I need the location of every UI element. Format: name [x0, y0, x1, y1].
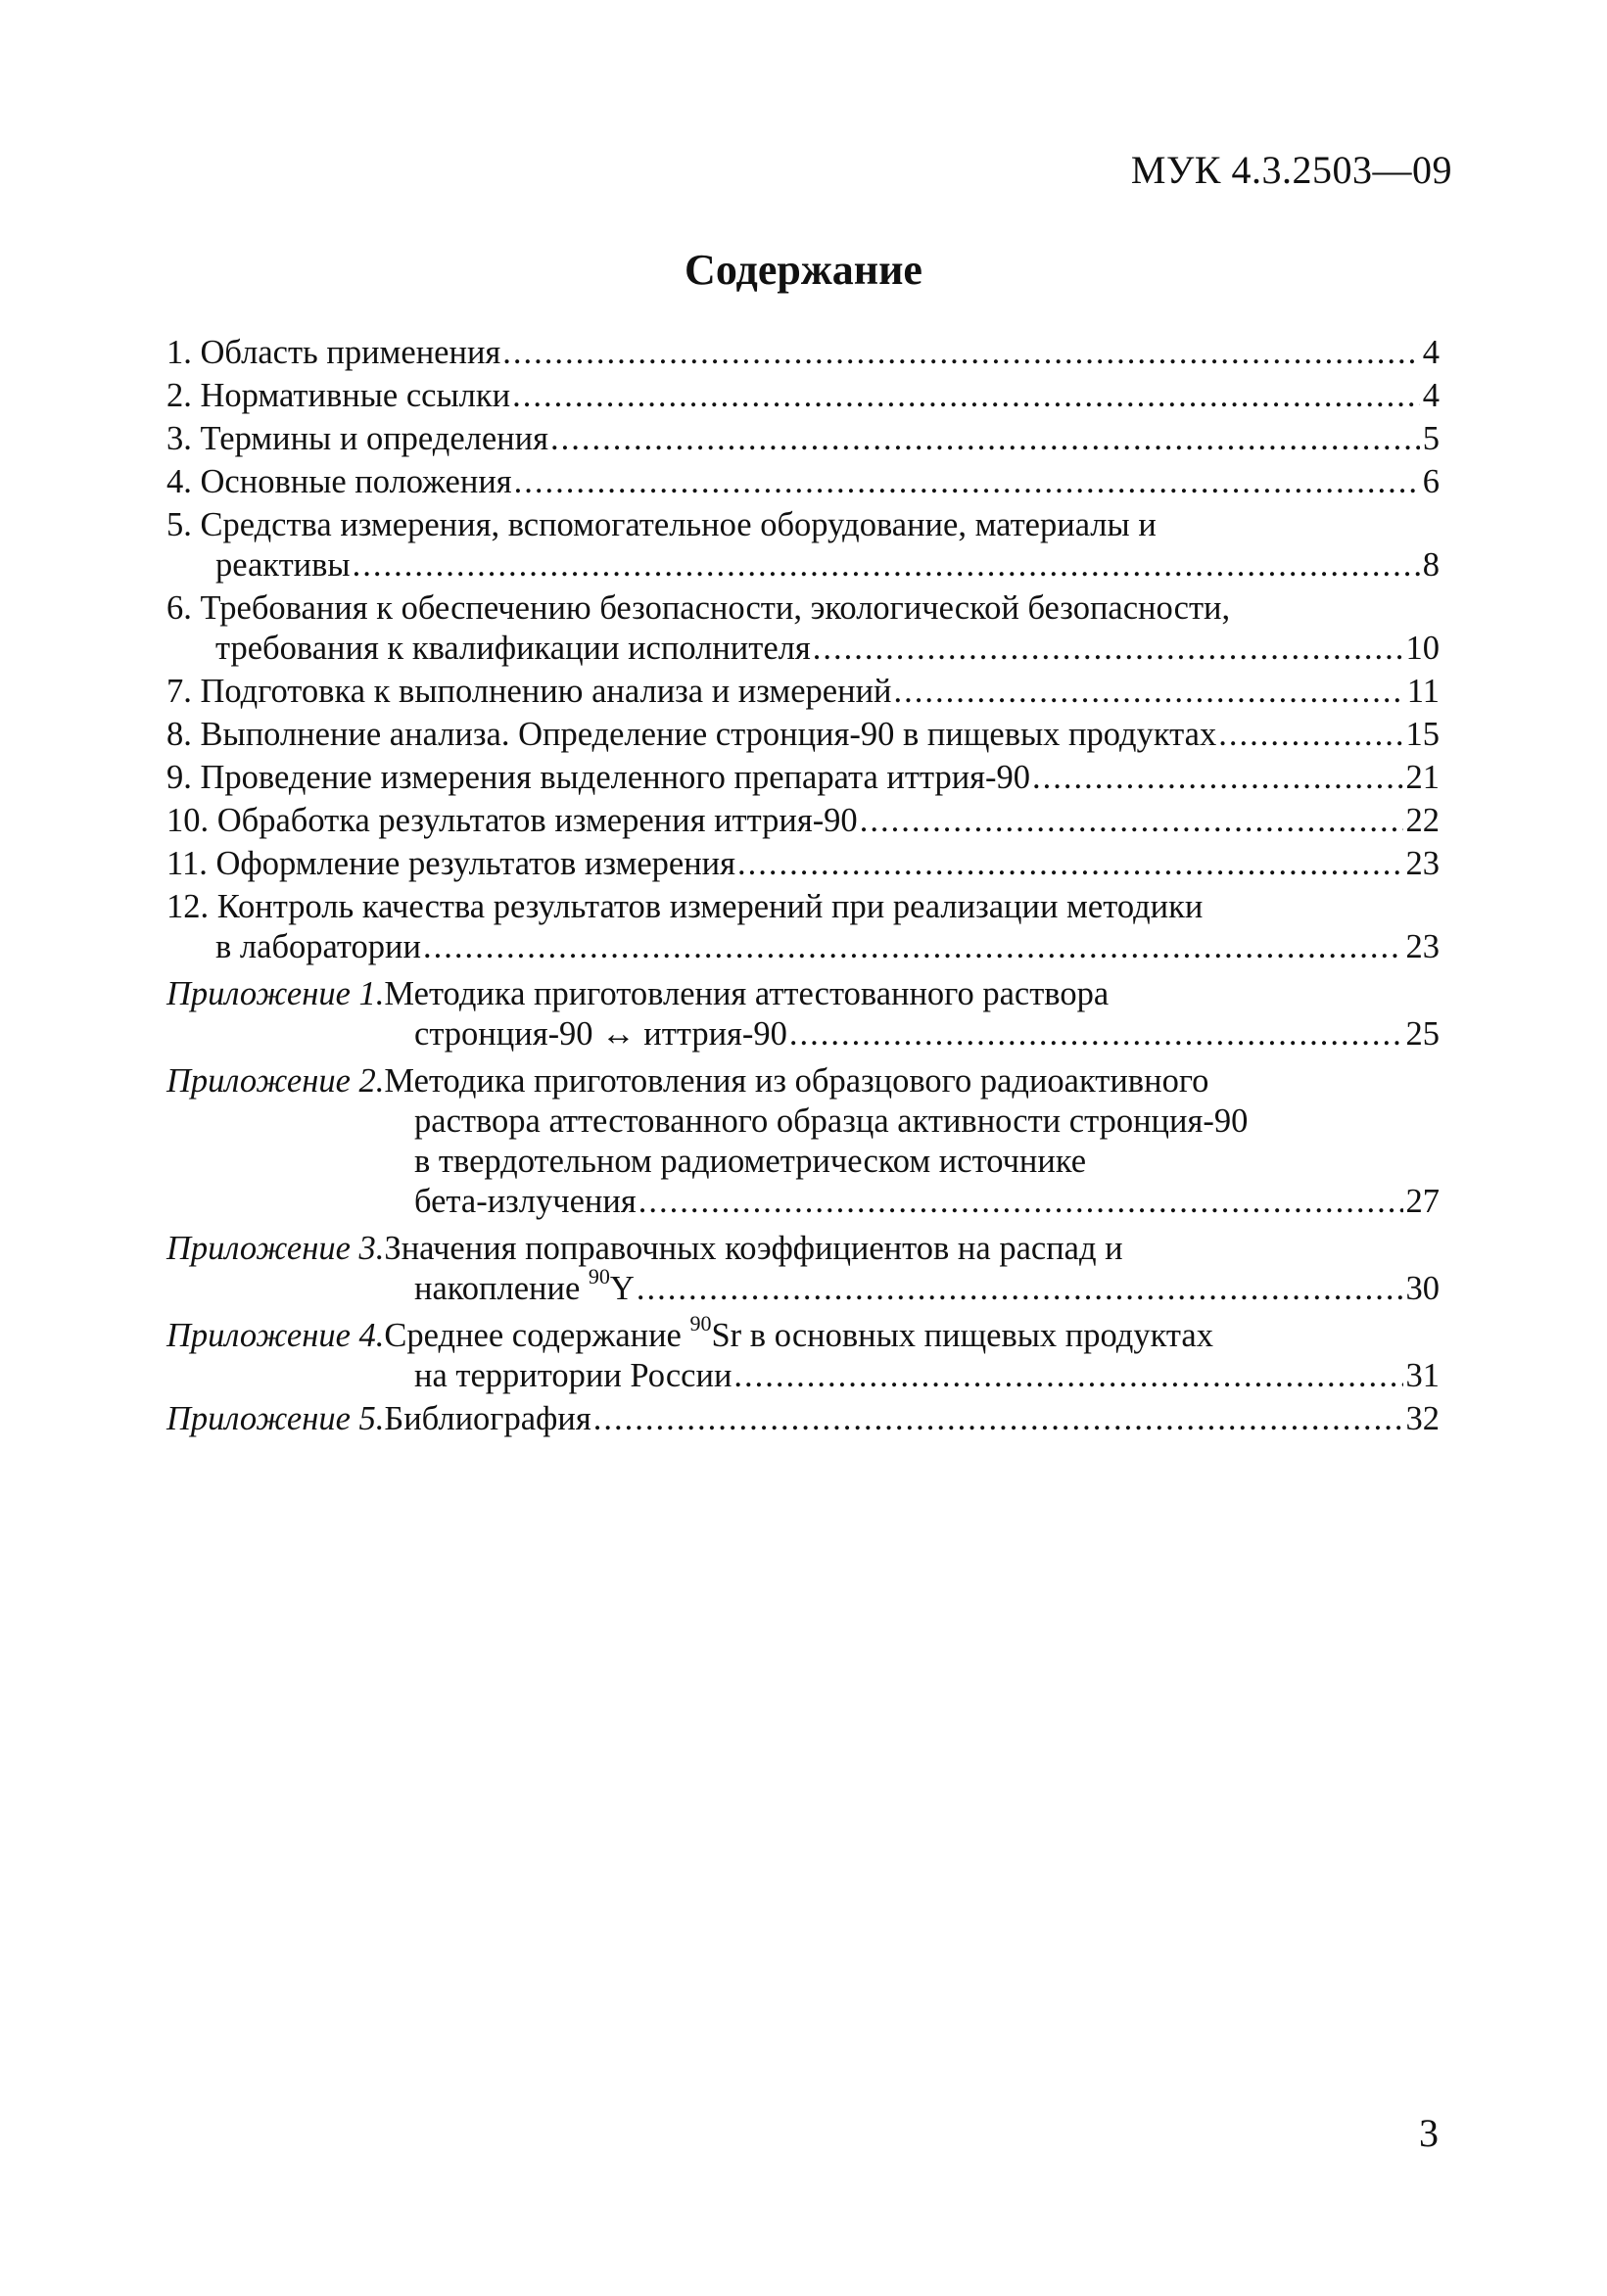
- appendix-label: Приложение 1.: [166, 975, 385, 1012]
- toc-entry-title-continued: реактивы: [215, 546, 351, 584]
- dot-leader: [550, 419, 1420, 459]
- page-title: Содержание: [685, 246, 922, 294]
- toc-page-number: 6: [1422, 463, 1440, 500]
- toc-page-number: 21: [1405, 759, 1440, 796]
- toc-page-number: 4: [1422, 377, 1440, 414]
- toc-page-number: 25: [1405, 1015, 1440, 1053]
- dot-leader: [737, 844, 1402, 884]
- appendix-label: Приложение 4.: [166, 1317, 385, 1354]
- toc-entry-title-continued: [414, 1263, 635, 1309]
- toc-page-number: 8: [1422, 546, 1440, 584]
- toc-page-number: 23: [1405, 845, 1440, 882]
- dot-leader: [638, 1182, 1403, 1222]
- toc-page-number: 11: [1406, 673, 1440, 710]
- toc-page-number: 31: [1405, 1357, 1440, 1394]
- toc-text: Среднее содержание: [384, 1317, 690, 1354]
- toc-entry-title: 3. Термины и определения: [166, 420, 548, 457]
- toc-entry: [166, 333, 1440, 373]
- toc-entry: [166, 758, 1440, 798]
- dot-leader: [789, 1014, 1403, 1054]
- toc-page-number: 32: [1405, 1400, 1440, 1437]
- toc-entry-title: 1. Область применения: [166, 334, 501, 371]
- toc-entry: [166, 801, 1440, 841]
- dot-leader: [894, 672, 1404, 712]
- dot-leader: [353, 545, 1420, 586]
- document-code: МУК 4.3.2503—09: [1130, 148, 1452, 192]
- toc-entry: [166, 715, 1440, 755]
- toc-entry-title: 6. Требования к обеспечению безопасности, экологической безопасности,: [166, 589, 1231, 627]
- toc-page-number: 15: [1405, 716, 1440, 753]
- dot-leader: [860, 801, 1403, 841]
- toc-entry-title: Значения поправочных коэффициентов на распад и: [384, 1230, 1123, 1267]
- element-symbol: Y: [609, 1270, 635, 1307]
- toc-entry-title: 4. Основные положения: [166, 463, 512, 500]
- toc-entry-title: Методика приготовления из образцового радиоактивного: [384, 1062, 1209, 1100]
- appendix-label: Приложение 3.: [166, 1230, 385, 1267]
- toc-entry-title-continued: стронция-90 ↔ иттрия-90: [414, 1015, 787, 1053]
- toc-entry-title-continued: требования к квалификации исполнителя: [215, 630, 811, 667]
- toc-appendix-entry: [166, 974, 1440, 1054]
- page-number: 3: [1419, 2111, 1439, 2155]
- table-of-contents: [166, 333, 1440, 1439]
- isotope-mass-number: 90: [689, 1310, 712, 1335]
- toc-entry-title-continued: бета-излучения: [414, 1183, 637, 1220]
- toc-entry-title-continued: в твердотельном радиометрическом источнике: [414, 1143, 1087, 1180]
- toc-page-number: 5: [1422, 420, 1440, 457]
- toc-text: Sr в основных пищевых продуктах: [711, 1317, 1213, 1354]
- appendix-label: Приложение 5.: [166, 1400, 385, 1437]
- toc-entry-title: 2. Нормативные ссылки: [166, 377, 511, 414]
- toc-entry-title-continued: на территории России: [414, 1357, 733, 1394]
- dot-leader: [514, 462, 1420, 502]
- toc-entry: [166, 505, 1440, 586]
- toc-entry: [166, 588, 1440, 669]
- toc-page-number: 4: [1422, 334, 1440, 371]
- dot-leader: [1032, 758, 1402, 798]
- toc-entry-title: 12. Контроль качества результатов измерений при реализации методики: [166, 888, 1204, 925]
- toc-entry-title: Библиография: [384, 1400, 591, 1437]
- toc-appendix-entry: [166, 1310, 1440, 1396]
- toc-entry-title: 11. Оформление результатов измерения: [166, 845, 736, 882]
- dot-leader: [813, 629, 1403, 669]
- toc-entry: [166, 376, 1440, 416]
- dot-leader: [593, 1399, 1403, 1439]
- dot-leader: [423, 927, 1403, 967]
- dot-leader: [1218, 715, 1402, 755]
- toc-page-number: 30: [1405, 1270, 1440, 1307]
- dot-leader: [512, 376, 1420, 416]
- toc-page-number: 10: [1405, 630, 1440, 667]
- toc-entry: [166, 462, 1440, 502]
- toc-page-number: 27: [1405, 1183, 1440, 1220]
- toc-entry-title: 8. Выполнение анализа. Определение стронция-90 в пищевых продуктах: [166, 716, 1217, 753]
- toc-text: накопление: [414, 1270, 589, 1307]
- dot-leader: [502, 333, 1419, 373]
- toc-page-number: 22: [1405, 802, 1440, 839]
- toc-page-number: 23: [1405, 928, 1440, 965]
- toc-entry: [166, 672, 1440, 712]
- toc-entry-title: 10. Обработка результатов измерения иттрия-90: [166, 802, 858, 839]
- appendix-label: Приложение 2.: [166, 1062, 385, 1100]
- toc-entry: [166, 887, 1440, 967]
- toc-entry: [166, 419, 1440, 459]
- toc-entry-title: 7. Подготовка к выполнению анализа и измерений: [166, 673, 892, 710]
- toc-entry-title-continued: в лаборатории: [215, 928, 421, 965]
- toc-entry-title: Методика приготовления аттестованного раствора: [384, 975, 1110, 1012]
- toc-appendix-entry: [166, 1229, 1440, 1309]
- toc-entry-title: 5. Средства измерения, вспомогательное оборудование, материалы и: [166, 506, 1157, 543]
- toc-entry-title-continued: раствора аттестованного образца активности стронция-90: [414, 1102, 1249, 1140]
- dot-leader: [637, 1269, 1403, 1309]
- toc-entry-title: 9. Проведение измерения выделенного препарата иттрия-90: [166, 759, 1031, 796]
- isotope-mass-number: 90: [588, 1263, 610, 1289]
- dot-leader: [733, 1356, 1402, 1396]
- toc-entry: [166, 844, 1440, 884]
- toc-entry-title: [384, 1310, 1213, 1356]
- toc-appendix-entry: [166, 1399, 1440, 1439]
- toc-appendix-entry: [166, 1061, 1440, 1222]
